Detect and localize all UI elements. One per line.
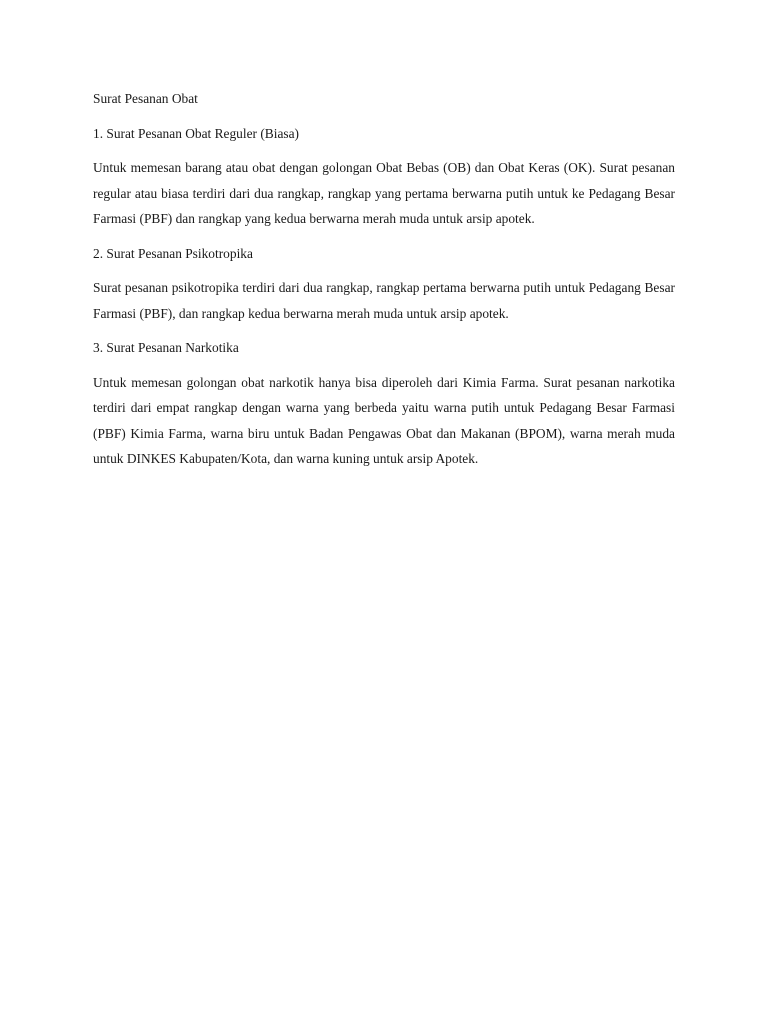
section-heading-psikotropika: 2. Surat Pesanan Psikotropika (93, 245, 253, 261)
section-body-narkotika: Untuk memesan golongan obat narkotik hanya bisa diperoleh dari Kimia Farma. Surat pesanan narkotika terdiri dari empat rangkap dengan warna yang berbeda yaitu warna putih untuk Pedagang Besar Farmasi (PBF) Kimia Farma, warna biru untuk Badan Pengawas Obat dan Makanan (BPOM), warna merah muda untuk DINKES Kabupaten/Kota, dan warna kuning untuk arsip Apotek. (93, 374, 675, 466)
section-heading-narkotika: 3. Surat Pesanan Narkotika (93, 340, 239, 355)
section-body-psikotropika: Surat pesanan psikotropika terdiri dari dua rangkap, rangkap pertama berwarna putih untuk Pedagang Besar Farmasi (PBF), dan rangkap kedua berwarna merah muda untuk arsip apotek. (93, 280, 675, 321)
document-title: Surat Pesanan Obat (93, 91, 198, 106)
document-content (93, 86, 675, 481)
section-heading-reguler: 1. Surat Pesanan Obat Reguler (Biasa) (93, 125, 300, 141)
section-body-reguler: Untuk memesan barang atau obat dengan golongan Obat Bebas (OB) dan Obat Keras (OK). Surat pesanan regular atau biasa terdiri dari dua rangkap, rangkap yang pertama berwarna putih untuk ke Pedagang Besar Farmasi (PBF) dan rangkap yang kedua berwarna merah muda untuk arsip apotek. (93, 160, 675, 226)
